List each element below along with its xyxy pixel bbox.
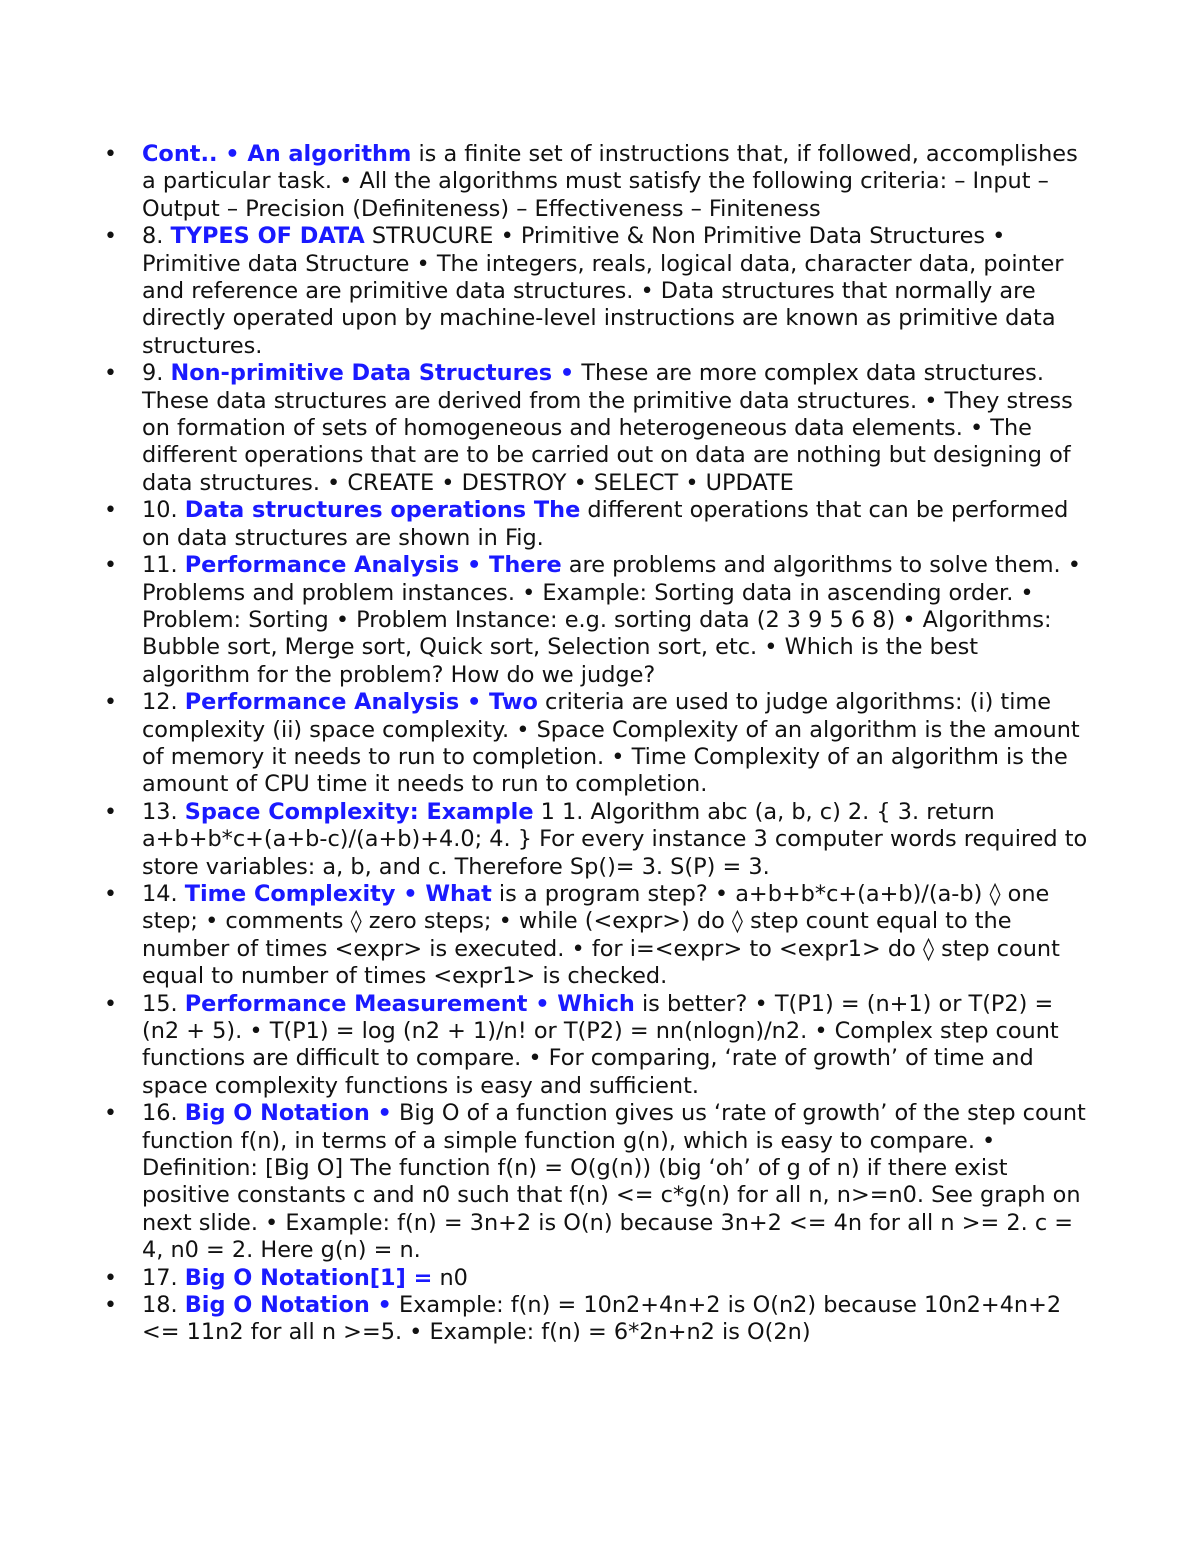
item-heading: Big O Notation[1] = — [184, 1264, 433, 1291]
list-item — [100, 360, 1090, 497]
item-heading: Time Complexity • What — [184, 880, 492, 907]
item-heading: Performance Analysis • There — [184, 552, 562, 579]
bullet-icon: • — [104, 1101, 117, 1127]
list-item — [100, 881, 1090, 991]
item-number: 9. — [142, 360, 171, 387]
item-body: are problems and algorithms to solve them. • Problems and problem instances. • Example: Sorting data in ascending order. • Problem: Sorting • Problem Instance: e.g. sorting data (2 3 9 5 6 8) • Algorithms: Bubble sort, Merge sort, Quick sort, Selection sort, etc. • Which is the best algorithm for the problem? How do we judge? — [142, 552, 1081, 688]
item-number: 8. — [142, 223, 171, 250]
item-body: Big O of a function gives us ‘rate of growth’ of the step count function f(n), in terms of a simple function g(n), which is easy to compare. • Definition: [Big O] The function f(n) = O(g(n)) (big ‘oh’ of g of n) if there exist positive constants c and n0 such that f(n) <= c*g(n) for all n, n>=n0. See graph on next slide. • Example: f(n) = 3n+2 is O(n) because 3n+2 <= 4n for all n >= 2. c = 4, n0 = 2. Here g(n) = n. — [142, 1100, 1086, 1264]
bullet-icon: • — [104, 1265, 117, 1291]
bullet-icon: • — [104, 142, 117, 167]
item-body: is a finite set of instructions that, if followed, accomplishes a particular task. • All the algorithms must satisfy the following criteria: – Input – Output – Precision (Definiteness) – Effectiveness – Finiteness — [142, 141, 1078, 222]
item-number: 15. — [142, 990, 185, 1017]
item-body: n0 — [432, 1264, 468, 1291]
item-body: criteria are used to judge algorithms: (i) time complexity (ii) space complexity. • Space Complexity of an algorithm is the amount of memory it needs to run to completion. • Time Complexity of an algorithm is the amount of CPU time it needs to run to completion. — [142, 689, 1080, 798]
item-body: These are more complex data structures. These data structures are derived from the primitive data structures. • They stress on formation of sets of homogeneous and heterogeneous data elements. • The different operations that are to be carried out on data are nothing but designing of data structures. • CREATE • DESTROY • SELECT • UPDATE — [142, 360, 1073, 496]
list-item — [100, 497, 1090, 552]
item-heading: Performance Analysis • Two — [184, 689, 538, 716]
item-number: 14. — [142, 880, 185, 907]
bullet-icon: • — [104, 690, 117, 716]
item-body: is a program step? • a+b+b*c+(a+b)/(a-b) ◊ one step; • comments ◊ zero steps; • while (<expr>) do ◊ step count equal to the number of times <expr> is executed. • for i=<expr> to <expr1> do ◊ step count equal to number of times <expr1> is checked. — [142, 880, 1060, 990]
list-item — [100, 1100, 1090, 1264]
item-number: 13. — [142, 798, 185, 825]
bullet-list — [100, 141, 1090, 1347]
list-item — [100, 1265, 1090, 1292]
list-item — [100, 689, 1090, 799]
list-item — [100, 991, 1090, 1101]
item-body: is better? • T(P1) = (n+1) or T(P2) = (n2 + 5). • T(P1) = log (n2 + 1)/n! or T(P2) = nn(nlogn)/n2. • Complex step count functions are difficult to compare. • For comparing, ‘rate of growth’ of time and space complexity functions is easy and sufficient. — [142, 990, 1059, 1099]
item-heading: TYPES OF DATA — [170, 223, 365, 250]
bullet-icon: • — [104, 881, 117, 907]
list-item — [100, 141, 1090, 223]
item-heading: Big O Notation • — [184, 1292, 392, 1319]
item-body: different operations that can be performed on data structures are shown in Fig. — [142, 497, 1069, 551]
item-heading: Performance Measurement • Which — [184, 990, 635, 1017]
bullet-icon: • — [104, 1293, 117, 1319]
bullet-icon: • — [104, 224, 117, 250]
item-body: Example: f(n) = 10n2+4n+2 is O(n2) because 10n2+4n+2 <= 11n2 for all n >=5. • Example: f(n) = 6*2n+n2 is O(2n) — [142, 1292, 1062, 1346]
item-number: 16. — [142, 1100, 185, 1127]
item-number: 11. — [142, 552, 185, 579]
item-number: 10. — [142, 497, 185, 524]
item-heading: Cont.. • An algorithm — [142, 141, 412, 167]
item-body: STRUCURE • Primitive & Non Primitive Data Structures • Primitive data Structure • The integers, reals, logical data, character data, pointer and reference are primitive data structures. • Data structures that normally are directly operated upon by machine-level instructions are known as primitive data structures. — [142, 223, 1064, 359]
item-number: 17. — [142, 1264, 185, 1291]
list-item — [100, 223, 1090, 360]
item-heading: Non-primitive Data Structures • — [170, 360, 575, 387]
item-heading: Data structures operations The — [184, 497, 581, 524]
item-body: 1 1. Algorithm abc (a, b, c) 2. { 3. return a+b+b*c+(a+b-c)/(a+b)+4.0; 4. } For every instance 3 computer words required to store variables: a, b, and c. Therefore Sp()= 3. S(P) = 3. — [142, 798, 1088, 880]
bullet-icon: • — [104, 991, 117, 1017]
bullet-icon: • — [104, 799, 117, 825]
list-item — [100, 799, 1090, 881]
item-heading: Space Complexity: Example — [184, 798, 534, 825]
bullet-icon: • — [104, 361, 117, 387]
item-heading: Big O Notation • — [184, 1100, 392, 1127]
bullet-icon: • — [104, 553, 117, 579]
item-number: 18. — [142, 1292, 185, 1319]
item-number: 12. — [142, 689, 185, 716]
list-item — [100, 1292, 1090, 1347]
bullet-icon: • — [104, 498, 117, 524]
list-item — [100, 552, 1090, 689]
